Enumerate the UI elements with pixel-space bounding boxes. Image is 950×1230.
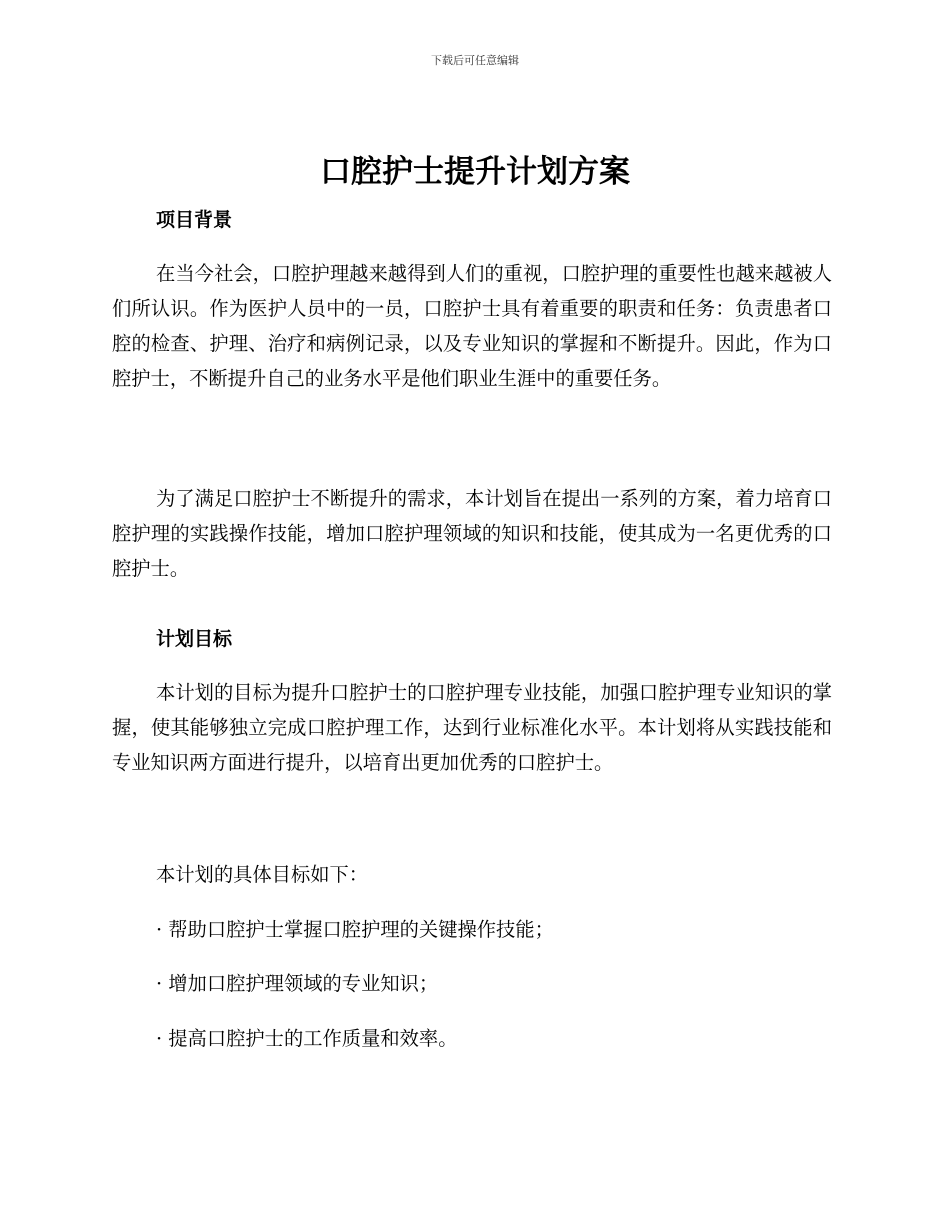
paragraph-goals-1: 本计划的目标为提升口腔护士的口腔护理专业技能，加强口腔护理专业知识的掌握，使其能够独立完成口腔护理工作，达到行业标准化水平。本计划将从实践技能和专业知识两方面进行提升，以培育出更加优秀的口腔护士。 xyxy=(112,681,832,774)
goals-intro: 本计划的具体目标如下： xyxy=(156,863,369,886)
section-heading-goals: 计划目标 xyxy=(156,628,233,650)
list-item: · 帮助口腔护士掌握口腔护理的关键操作技能； xyxy=(156,918,554,941)
section-heading-background: 项目背景 xyxy=(156,209,233,231)
list-item: · 提高口腔护士的工作质量和效率。 xyxy=(156,1027,458,1050)
paragraph-background-1: 在当今社会，口腔护理越来越得到人们的重视，口腔护理的重要性也越来越被人们所认识。作为医护人员中的一员，口腔护士具有着重要的职责和任务：负责患者口腔的检查、护理、治疗和病例记录，以及专业知识的掌握和不断提升。因此，作为口腔护士，不断提升自己的业务水平是他们职业生涯中的重要任务。 xyxy=(112,262,832,390)
page-title: 口腔护士提升计划方案 xyxy=(320,154,630,190)
paragraph-background-2: 为了满足口腔护士不断提升的需求，本计划旨在提出一系列的方案，着力培育口腔护理的实践操作技能，增加口腔护理领域的知识和技能，使其成为一名更优秀的口腔护士。 xyxy=(112,487,832,580)
list-item: · 增加口腔护理领域的专业知识； xyxy=(156,972,439,995)
header-note: 下载后可任意编辑 xyxy=(431,54,519,67)
